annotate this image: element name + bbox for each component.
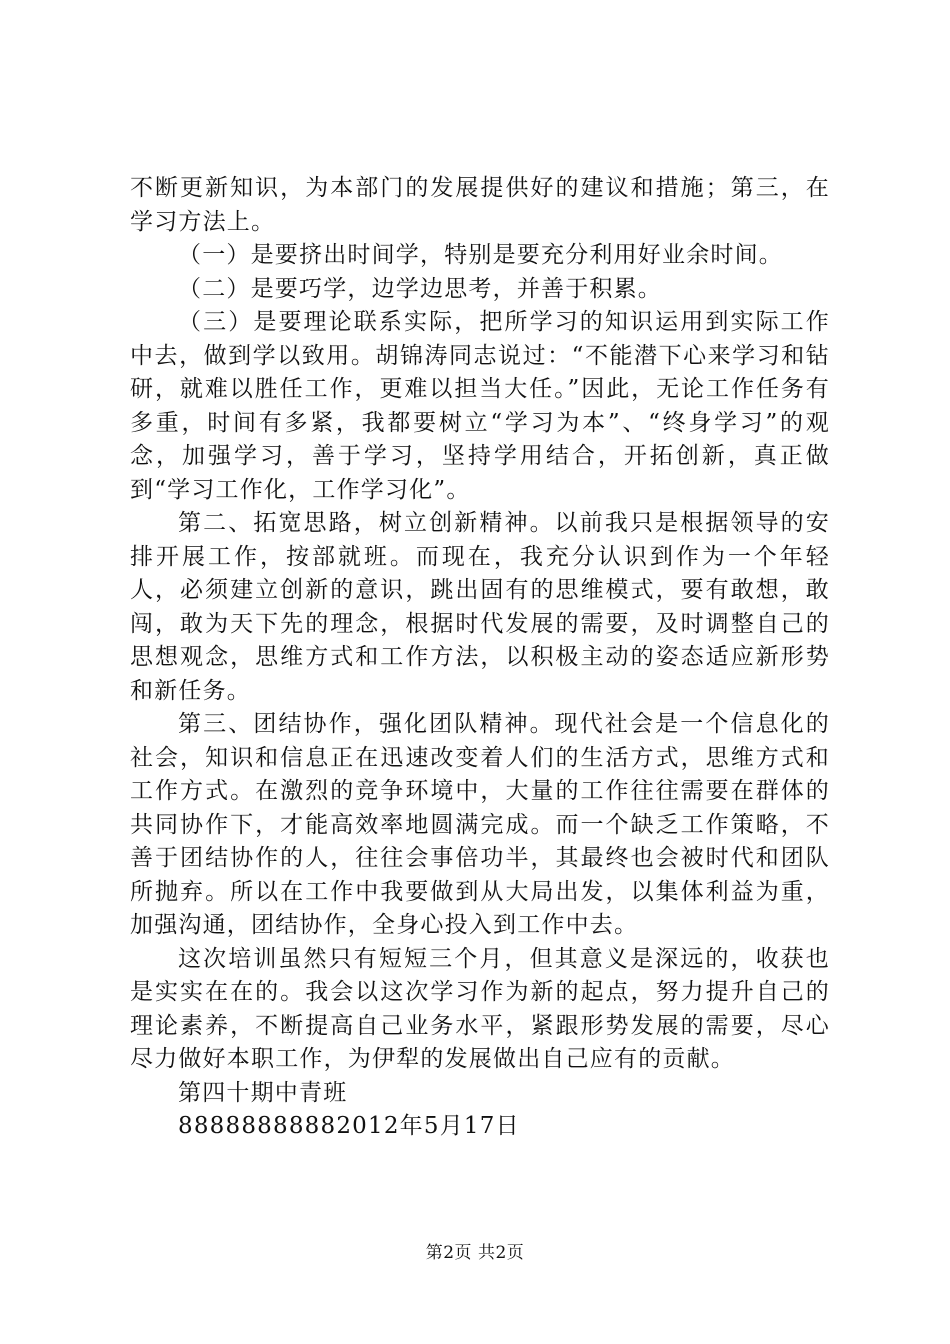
paragraph-teamwork: 第三、团结协作，强化团队精神。现代社会是一个信息化的社会，知识和信息正在迅速改变着人们的生活方式，思维方式和工作方式。在激烈的竞争环境中，大量的工作往往需要在群体的共同协作下，才能高效率地圆满完成。而一个缺乏工作策略，不善于团结协作的人，往往会事倍功半，其最终也会被时代和团队所抛弃。所以在工作中我要做到从大局出发，以集体利益为重，加强沟通，团结协作，全身心投入到工作中去。 (130, 711, 830, 938)
paragraph-method-3: （三）是要理论联系实际，把所学习的知识运用到实际工作中去，做到学以致用。胡锦涛同志说过：“不能潜下心来学习和钻研，就难以胜任工作，更难以担当大任。”因此，无论工作任务有多重，时间有多紧，我都要树立“学习为本”、“终身学习”的观念，加强学习，善于学习，坚持学用结合，开拓创新，真正做到“学习工作化，工作学习化”。 (130, 309, 830, 503)
paragraph-conclusion: 这次培训虽然只有短短三个月，但其意义是深远的，收获也是实实在在的。我会以这次学习作为新的起点，努力提升自己的理论素养，不断提高自己业务水平，紧跟形势发展的需要，尽心尽力做好本职工作，为伊犁的发展做出自己应有的贡献。 (130, 945, 830, 1072)
document-body (130, 172, 830, 1144)
page-number-footer: 第2页 共2页 (425, 1243, 525, 1263)
paragraph-continuation: 不断更新知识，为本部门的发展提供好的建议和措施；第三，在学习方法上。 (130, 175, 830, 235)
signature-class: 第四十期中青班 (178, 1079, 348, 1106)
signature-date: 88888888882012年5月17日 (178, 1113, 520, 1139)
paragraph-method-1: （一）是要挤出时间学，特别是要充分利用好业余时间。 (178, 242, 783, 268)
paragraph-innovation: 第二、拓宽思路，树立创新精神。以前我只是根据领导的安排开展工作，按部就班。而现在，我充分认识到作为一个年轻人，必须建立创新的意识，跳出固有的思维模式，要有敢想，敢闯，敢为天下先的理念，根据时代发展的需要，及时调整自己的思想观念，思维方式和工作方法，以积极主动的姿态适应新形势和新任务。 (130, 510, 830, 704)
paragraph-method-2: （二）是要巧学，边学边思考，并善于积累。 (178, 275, 662, 302)
